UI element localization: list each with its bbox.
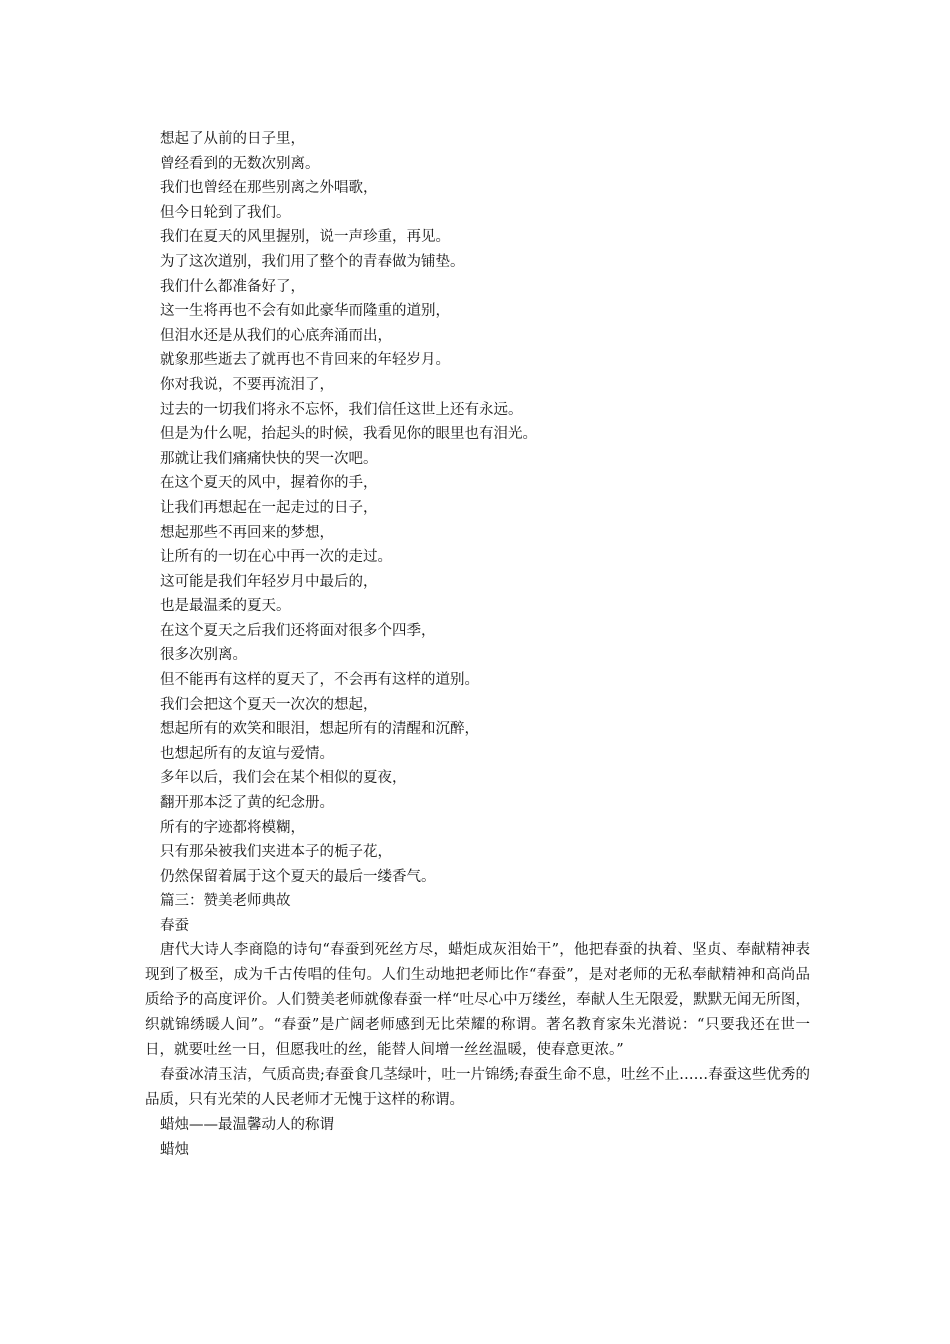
heading-candle: 蜡烛——最温馨动人的称谓 (160, 1117, 334, 1134)
poem-line: 这可能是我们年轻岁月中最后的， (160, 573, 378, 590)
poem-line: 想起所有的欢笑和眼泪，想起所有的清醒和沉醉， (160, 721, 479, 738)
poem-line: 但今日轮到了我们。 (160, 204, 291, 221)
poem-line: 就象那些逝去了就再也不肯回来的年轻岁月。 (160, 352, 450, 369)
poem-line: 我们什么都准备好了， (160, 278, 305, 295)
poem-line: 你对我说，不要再流泪了， (160, 376, 334, 393)
poem-line: 也是最温柔的夏天。 (160, 598, 291, 615)
poem-line: 我们在夏天的风里握别，说一声珍重，再见。 (160, 229, 450, 246)
poem-line: 仍然保留着属于这个夏天的最后一缕香气。 (160, 868, 436, 885)
poem-line: 在这个夏天之后我们还将面对很多个四季， (160, 622, 436, 639)
section-title: 篇三：赞美老师典故 (160, 893, 291, 909)
poem-line: 让所有的一切在心中再一次的走过。 (160, 549, 392, 566)
poem-line: 过去的一切我们将永不忘怀，我们信任这世上还有永远。 (160, 401, 523, 418)
poem-line: 很多次别离。 (160, 647, 247, 664)
subtitle-candle: 蜡烛 (160, 1141, 189, 1158)
paragraph-silkworm-2: 春蚕冰清玉洁，气质高贵;春蚕食几茎绿叶，吐一片锦绣;春蚕生命不息，吐丝不止……春蚕这些优秀的品质，只有光荣的人民老师才无愧于这样的称谓。 (145, 1067, 810, 1109)
poem-line: 但是为什么呢，抬起头的时候，我看见你的眼里也有泪光。 (160, 426, 537, 443)
poem-line: 在这个夏天的风中，握着你的手， (160, 475, 378, 492)
poem-line: 想起那些不再回来的梦想， (160, 524, 334, 541)
poem-line: 为了这次道别，我们用了整个的青春做为铺垫。 (160, 253, 465, 270)
poem-line: 多年以后，我们会在某个相似的夏夜， (160, 770, 407, 787)
poem-line: 我们也曾经在那些别离之外唱歌， (160, 180, 378, 197)
poem-line: 所有的字迹都将模糊， (160, 819, 305, 836)
poem-line: 但不能再有这样的夏天了，不会再有这样的道别。 (160, 672, 479, 689)
subtitle-spring-silkworm: 春蚕 (160, 917, 189, 934)
poem-lines (160, 127, 820, 889)
poem-line: 只有那朵被我们夹进本子的栀子花， (160, 844, 392, 861)
poem-line: 让我们再想起在一起走过的日子， (160, 499, 378, 516)
poem-line: 我们会把这个夏天一次次的想起， (160, 696, 378, 713)
paragraph-silkworm-1: 唐代大诗人李商隐的诗句“春蚕到死丝方尽，蜡炬成灰泪始干”，他把春蚕的执着、坚贞、奉献精神表现到了极至，成为千古传唱的佳句。人们生动地把老师比作“春蚕”，是对老师的无私奉献精神和高尚品质给予的高度评价。人们赞美老师就像春蚕一样“吐尽心中万缕丝，奉献人生无限爱，默默无闻无所图，织就锦绣暖人间”。“春蚕”是广阔老师感到无比荣耀的称谓。著名教育家朱光潜说：“只要我还在世一日，就要吐丝一日，但愿我吐的丝，能替人间增一丝丝温暖，使春意更浓。” (145, 942, 810, 1059)
poem-line: 想起了从前的日子里， (160, 131, 305, 147)
poem-line: 那就让我们痛痛快快的哭一次吧。 (160, 450, 378, 467)
poem-line: 但泪水还是从我们的心底奔涌而出， (160, 327, 392, 344)
poem-line: 这一生将再也不会有如此豪华而隆重的道别， (160, 303, 450, 320)
poem-line: 也想起所有的友谊与爱情。 (160, 745, 334, 762)
poem-line: 翻开那本泛了黄的纪念册。 (160, 795, 334, 812)
poem-line: 曾经看到的无数次别离。 (160, 155, 320, 172)
article-section (145, 889, 810, 1162)
